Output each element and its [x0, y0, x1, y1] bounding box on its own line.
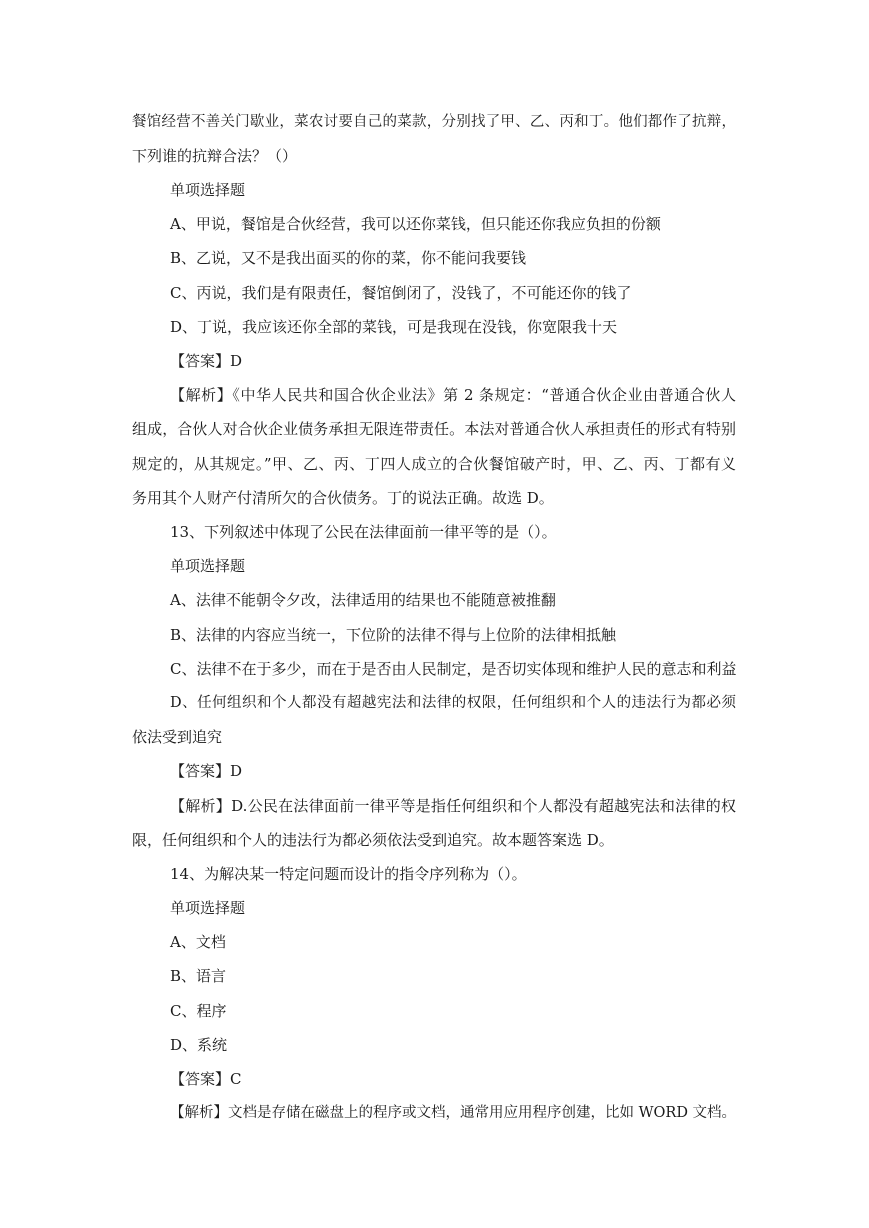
- question-14-option-d: D、系统: [170, 1036, 228, 1054]
- question-14-option-c: C、程序: [170, 1002, 227, 1020]
- question-13-type: 单项选择题: [170, 557, 246, 575]
- question-12-option-b: B、乙说，又不是我出面买的你的菜，你不能问我要钱: [170, 249, 527, 267]
- question-13-option-c: C、法律不在于多少，而在于是否由人民制定，是否切实体现和维护人民的意志和利益: [170, 660, 737, 678]
- question-12-option-d: D、丁说，我应该还你全部的菜钱，可是我现在没钱，你宽限我十天: [170, 318, 618, 336]
- question-13-analysis-line-1: 【解析】D.公民在法律面前一律平等是指任何组织和个人都没有超越宪法和法律的权: [170, 797, 736, 815]
- question-13-option-a: A、法律不能朝令夕改，法律适用的结果也不能随意被推翻: [170, 591, 556, 609]
- question-13-answer: 【答案】D: [170, 762, 243, 780]
- question-14-option-b: B、语言: [170, 967, 227, 985]
- question-13-stem: 13、下列叙述中体现了公民在法律面前一律平等的是（）。: [170, 523, 557, 541]
- question-12-option-c: C、丙说，我们是有限责任，餐馆倒闭了，没钱了，不可能还你的钱了: [170, 284, 632, 302]
- question-12-analysis-line-3: 规定的，从其规定。”甲、乙、丙、丁四人成立的合伙餐馆破产时，甲、乙、丙、丁都有义: [132, 455, 736, 473]
- question-12-stem-line-2: 下列谁的抗辩合法？（）: [132, 147, 298, 165]
- question-14-answer: 【答案】C: [170, 1070, 242, 1088]
- question-12-analysis-line-4: 务用其个人财产付清所欠的合伙债务。丁的说法正确。故选 D。: [132, 489, 554, 507]
- question-12-option-a: A、甲说，餐馆是合伙经营，我可以还你菜钱，但只能还你我应负担的份额: [170, 215, 661, 233]
- question-14-type: 单项选择题: [170, 899, 246, 917]
- question-12-type: 单项选择题: [170, 181, 246, 199]
- question-13-analysis-line-2: 限，任何组织和个人的违法行为都必须依法受到追究。故本题答案选 D。: [132, 831, 614, 849]
- question-12-answer: 【答案】D: [170, 352, 243, 370]
- question-12-analysis-line-1: 【解析】《中华人民共和国合伙企业法》第 2 条规定：“普通合伙企业由普通合伙人: [170, 386, 736, 404]
- question-14-stem: 14、为解决某一特定问题而设计的指令序列称为（）。: [170, 865, 527, 883]
- question-14-analysis-line-1: 【解析】文档是存储在磁盘上的程序或文档，通常用应用程序创建，比如 WORD 文档。: [170, 1105, 737, 1121]
- question-13-option-b: B、法律的内容应当统一，下位阶的法律不得与上位阶的法律相抵触: [170, 626, 617, 644]
- question-12-stem-line-1: 餐馆经营不善关门歇业，菜农讨要自己的菜款，分别找了甲、乙、丙和丁。他们都作了抗辩，: [132, 114, 736, 130]
- question-12-analysis-line-2: 组成，合伙人对合伙企业债务承担无限连带责任。本法对普通合伙人承担责任的形式有特别: [132, 420, 736, 438]
- question-13-option-d-line-2: 依法受到追究: [132, 728, 223, 746]
- question-13-option-d-line-1: D、任何组织和个人都没有超越宪法和法律的权限，任何组织和个人的违法行为都必须: [170, 695, 736, 711]
- question-14-option-a: A、文档: [170, 933, 226, 951]
